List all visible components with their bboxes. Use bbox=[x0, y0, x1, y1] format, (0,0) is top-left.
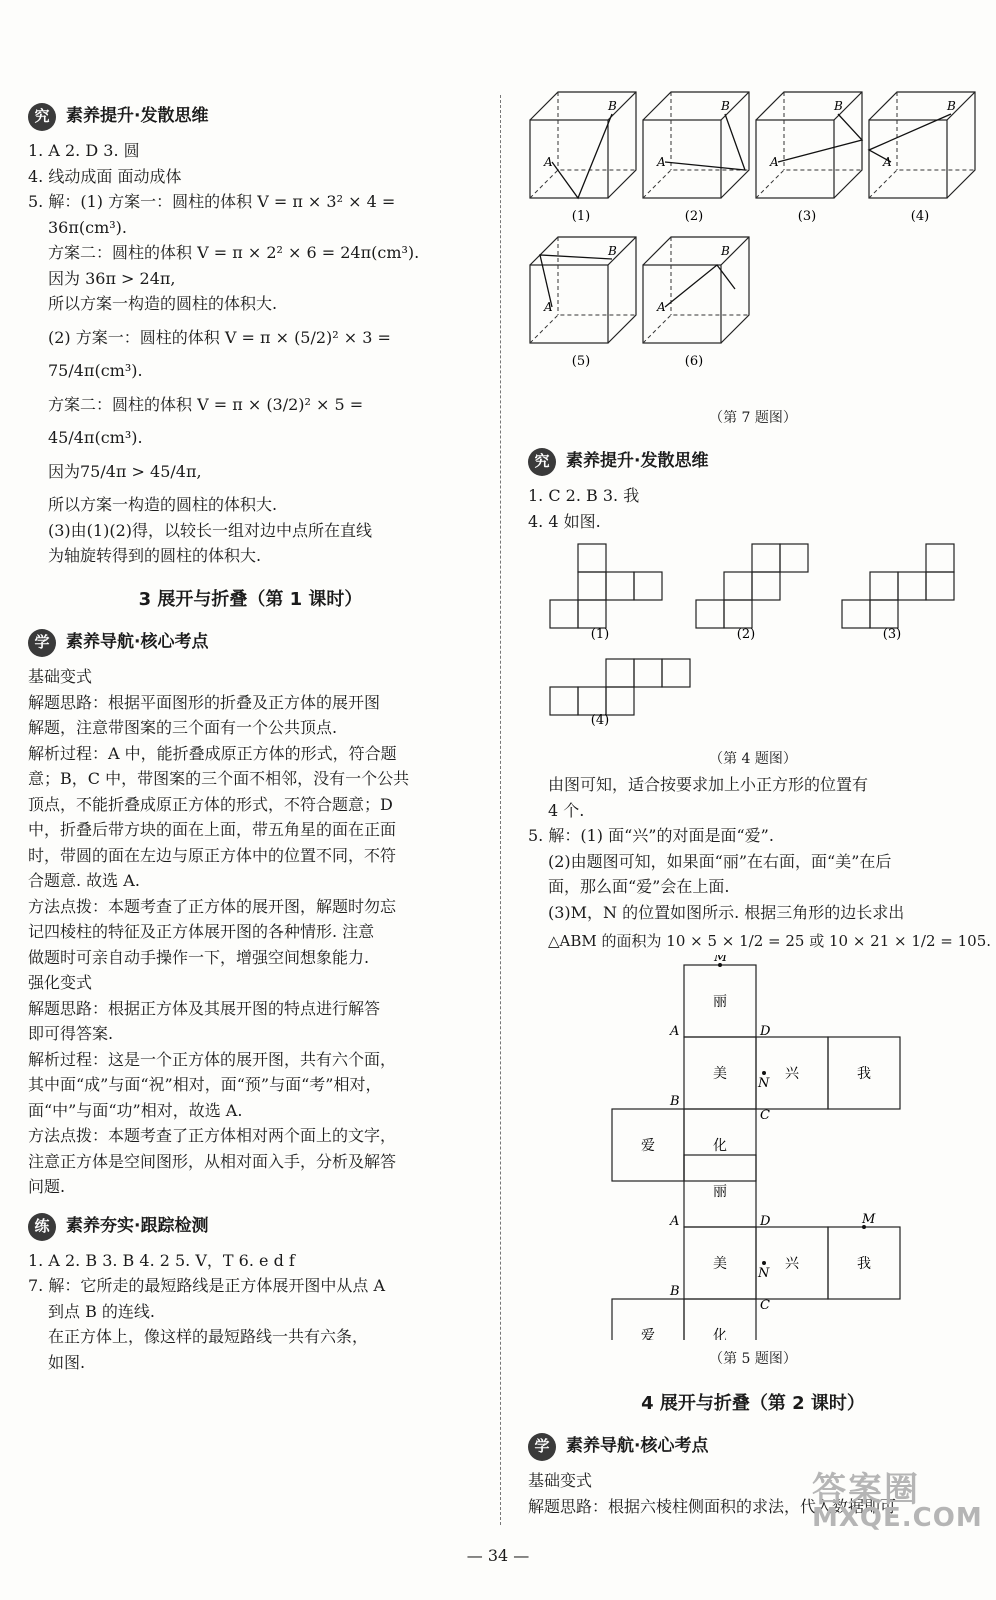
left-column bbox=[28, 100, 473, 1375]
section-badge: 学 bbox=[28, 629, 56, 657]
point-label: C bbox=[760, 1107, 770, 1123]
lesson-title: 4 展开与折叠（第 2 课时） bbox=[641, 1392, 865, 1414]
page-number: — 34 — bbox=[466, 1546, 530, 1565]
face-label: 我 bbox=[857, 1255, 871, 1272]
answer-line: 解题，注意带图案的三个面有一个公共顶点. bbox=[28, 718, 338, 737]
answer-line: 记四棱柱的特征及正方体展开图的各种情形. 注意 bbox=[28, 922, 375, 941]
face-label: 美 bbox=[713, 1255, 727, 1272]
point-b-label: B bbox=[721, 244, 730, 258]
net-square bbox=[926, 572, 954, 600]
net-square bbox=[926, 544, 954, 572]
point-label: A bbox=[670, 1023, 680, 1039]
answer-line: 4. 线动成面 面动成体 bbox=[28, 166, 182, 186]
answer-line: 强化变式 bbox=[28, 973, 93, 992]
answer-line: 问题. bbox=[28, 1177, 66, 1196]
point-b-label: B bbox=[608, 99, 617, 113]
net-square bbox=[780, 544, 808, 572]
point-b-label: B bbox=[947, 99, 956, 113]
answer-line: 5. 解：(1) 面“兴”的对面是面“爱”. bbox=[528, 826, 774, 845]
cube-drawing bbox=[869, 92, 975, 224]
answer-line: 为轴旋转得到的圆柱的体积大. bbox=[48, 546, 262, 565]
answer-line: 解析过程：这是一个正方体的展开图，共有六个面， bbox=[28, 1049, 397, 1069]
answer-line: 注意正方体是空间图形，从相对面入手，分析及解答 bbox=[28, 1151, 397, 1171]
net-square bbox=[578, 572, 606, 600]
cube-drawing bbox=[530, 237, 636, 369]
section-header-learn-2 bbox=[528, 1430, 978, 1464]
face-label: 爱 bbox=[641, 1137, 655, 1154]
point-a-label: A bbox=[883, 155, 892, 169]
cube-hidden-edges bbox=[643, 315, 749, 343]
figure-sub-label: (1) bbox=[571, 209, 591, 224]
shortest-path-line bbox=[778, 114, 862, 162]
point-label: A bbox=[670, 1213, 680, 1229]
net-square bbox=[724, 600, 752, 628]
answer-line: 因为75/4π > 45/4π, bbox=[48, 461, 202, 481]
answer-line: 面“中”与面“功”相对，故选 A. bbox=[28, 1100, 243, 1120]
section-body-learn bbox=[28, 664, 473, 1200]
point-b-label: B bbox=[721, 99, 730, 113]
face-label: 化 bbox=[713, 1137, 727, 1154]
section-badge: 究 bbox=[528, 448, 556, 476]
answer-line: 7. 解：它所走的最短路线是正方体展开图中从点 A bbox=[28, 1276, 385, 1295]
figure-sub-label: (4) bbox=[590, 713, 610, 728]
answer-line: 到点 B 的连线. bbox=[48, 1301, 156, 1321]
lesson-title: 3 展开与折叠（第 1 课时） bbox=[138, 588, 363, 610]
net-square bbox=[578, 544, 606, 572]
net-square bbox=[870, 600, 898, 628]
figure-sub-label: (6) bbox=[684, 354, 704, 369]
shortest-path-line bbox=[552, 114, 612, 198]
net-square bbox=[634, 572, 662, 600]
point-dot bbox=[762, 1261, 766, 1265]
face-label: 丽 bbox=[713, 1183, 727, 1200]
net-square bbox=[842, 600, 870, 628]
point-label: B bbox=[670, 1283, 680, 1299]
cube-drawing bbox=[643, 237, 749, 369]
answer-line: 所以方案一构造的圆柱的体积大. bbox=[48, 495, 278, 514]
right-column bbox=[528, 88, 992, 1519]
section-badge: 练 bbox=[28, 1213, 56, 1241]
net-square bbox=[550, 600, 578, 628]
net-square bbox=[606, 659, 634, 687]
answer-line: 1. C 2. B 3. 我 bbox=[528, 486, 640, 505]
answer-line: 时，带圆的面在左边与原正方体中的位置不同，不符 bbox=[28, 845, 397, 865]
answer-line: 45/4π(cm³). bbox=[48, 428, 143, 447]
answer-line: 基础变式 bbox=[28, 667, 93, 686]
figure-sub-label: (1) bbox=[590, 627, 610, 642]
answer-line: (2)由题图可知，如果面“丽”在右面，面“美”在后 bbox=[548, 851, 892, 871]
face-label: 兴 bbox=[785, 1255, 799, 1272]
answer-line: 1. A 2. B 3. B 4. 2 5. V，T 6. e d f bbox=[28, 1250, 295, 1270]
watermark-bottom: MXQE.COM bbox=[812, 1502, 983, 1533]
point-dot bbox=[762, 1071, 766, 1075]
point-b-label: B bbox=[608, 244, 617, 258]
face-label: 化 bbox=[713, 1327, 727, 1340]
answer-line: 方案二：圆柱的体积 V = π × 2² × 6 = 24π(cm³). bbox=[48, 243, 420, 262]
cube-drawing bbox=[756, 92, 862, 224]
answer-line: △ABM 的面积为 10 × 5 × 1/2 = 25 或 10 × 21 × 1/2 = 105. bbox=[548, 932, 992, 950]
shortest-path-line bbox=[665, 114, 745, 170]
point-a-label: A bbox=[770, 155, 779, 169]
answer-line: 面，那么面“爱”会在上面. bbox=[548, 877, 730, 896]
answer-line: 如图. bbox=[48, 1352, 86, 1372]
answer-line: 36π(cm³). bbox=[48, 217, 127, 237]
point-b-label: B bbox=[834, 99, 843, 113]
figure-sub-label: (4) bbox=[910, 209, 930, 224]
shortest-path-line bbox=[869, 114, 951, 162]
net-square bbox=[870, 572, 898, 600]
point-a-label: A bbox=[544, 300, 553, 314]
answer-line: 4 个. bbox=[548, 800, 585, 820]
answer-line: 意；B，C 中，带图案的三个面不相邻，没有一个公共 bbox=[28, 769, 410, 788]
face-label: 爱 bbox=[641, 1327, 655, 1340]
column-divider bbox=[500, 95, 501, 1525]
section-title: 素养提升·发散思维 bbox=[566, 451, 709, 472]
answer-line: (3)由(1)(2)得，以较长一组对边中点所在直线 bbox=[48, 520, 372, 540]
answer-line: 5. 解：(1) 方案一：圆柱的体积 V = π × 3² × 4 = bbox=[28, 192, 396, 211]
net-square bbox=[724, 572, 752, 600]
net-square bbox=[752, 544, 780, 572]
figure-sub-label: (3) bbox=[797, 209, 817, 224]
answer-line: 所以方案一构造的圆柱的体积大. bbox=[48, 294, 278, 313]
answer-line: 方法点拨：本题考查了正方体相对两个面上的文字， bbox=[28, 1126, 397, 1145]
section-badge: 究 bbox=[28, 103, 56, 131]
cube-hidden-edges bbox=[869, 170, 975, 198]
figure-4-nets bbox=[528, 534, 978, 739]
point-label: M bbox=[862, 1211, 876, 1227]
cube-hidden-edges bbox=[643, 170, 749, 198]
face-label: 美 bbox=[713, 1065, 727, 1082]
answer-line: 4. 4 如图. bbox=[528, 511, 601, 531]
face-label: 兴 bbox=[785, 1065, 799, 1082]
figure-caption: （第 4 题图） bbox=[709, 750, 797, 767]
point-label: N bbox=[758, 1265, 770, 1281]
point-label: B bbox=[670, 1093, 680, 1109]
point-label: M bbox=[714, 954, 728, 965]
figure-7-cubes bbox=[528, 88, 978, 398]
section-header-explore bbox=[28, 100, 473, 134]
point-label: D bbox=[760, 1023, 771, 1039]
point-a-label: A bbox=[657, 155, 666, 169]
net-square bbox=[752, 572, 780, 600]
net-square bbox=[634, 659, 662, 687]
answer-line: 方法点拨：本题考查了正方体的展开图，解题时勿忘 bbox=[28, 896, 397, 916]
answer-line: 在正方体上，像这样的最短路线一共有六条， bbox=[48, 1327, 369, 1346]
answer-line: 方案二：圆柱的体积 V = π × (3/2)² × 5 = bbox=[48, 394, 364, 414]
answer-line: 解题思路：根据平面图形的折叠及正方体的展开图 bbox=[28, 692, 381, 712]
point-label: N bbox=[758, 1075, 770, 1091]
figure-sub-label: (2) bbox=[736, 627, 756, 642]
net-square bbox=[898, 572, 926, 600]
watermark-top: 答案圈 bbox=[812, 1470, 920, 1510]
answer-line: 解题思路：根据六棱柱侧面积的求法，代入数据即可 bbox=[528, 1496, 897, 1516]
answer-line: (2) 方案一：圆柱的体积 V = π × (5/2)² × 3 = bbox=[48, 327, 391, 347]
cube-drawing bbox=[530, 92, 636, 224]
cube-hidden-edges bbox=[756, 170, 862, 198]
watermark-logo bbox=[812, 1470, 983, 1533]
cube-drawing bbox=[643, 92, 749, 224]
answer-line: 即可得答案. bbox=[28, 1024, 114, 1043]
answer-line: 中，折叠后带方块的面在上面，带五角星的面在正面 bbox=[28, 820, 397, 839]
section-header-learn bbox=[28, 626, 473, 660]
net-square bbox=[662, 659, 690, 687]
net-square bbox=[696, 600, 724, 628]
answer-line: 解题思路：根据正方体及其展开图的特点进行解答 bbox=[28, 998, 381, 1018]
answer-line: 解析过程：A 中，能折叠成原正方体的形式，符合题 bbox=[28, 743, 397, 763]
section-header-practice bbox=[28, 1210, 473, 1244]
answer-line: 其中面“成”与面“祝”相对，面“预”与面“考”相对， bbox=[28, 1075, 382, 1094]
figure-sub-label: (3) bbox=[882, 627, 902, 642]
section-title: 素养夯实·跟踪检测 bbox=[66, 1215, 209, 1236]
answer-line: 75/4π(cm³). bbox=[48, 361, 143, 380]
section-badge: 学 bbox=[528, 1433, 556, 1461]
net-square bbox=[578, 687, 606, 715]
section-title: 素养提升·发散思维 bbox=[66, 106, 209, 127]
figure-caption: （第 7 题图） bbox=[709, 409, 797, 426]
answer-line: 合题意. 故选 A. bbox=[28, 871, 140, 890]
answer-line: 基础变式 bbox=[528, 1471, 593, 1490]
point-label: D bbox=[760, 1213, 771, 1229]
cube-hidden-edges bbox=[530, 315, 636, 343]
figure-sub-label: (2) bbox=[684, 209, 704, 224]
figure-caption: （第 5 题图） bbox=[709, 1351, 797, 1367]
net-square bbox=[606, 572, 634, 600]
shortest-path-line bbox=[665, 265, 735, 307]
point-a-label: A bbox=[657, 300, 666, 314]
answer-line: 1. A 2. D 3. 圆 bbox=[28, 141, 140, 160]
figure-5-nets bbox=[528, 955, 978, 1340]
point-label: C bbox=[760, 1297, 770, 1313]
net-square bbox=[550, 687, 578, 715]
section-title: 素养导航·核心考点 bbox=[66, 632, 209, 653]
answer-line: (3)M，N 的位置如图所示. 根据三角形的边长求出 bbox=[548, 902, 905, 922]
figure-sub-label: (5) bbox=[571, 354, 591, 369]
face-label: 丽 bbox=[713, 993, 727, 1010]
net-square bbox=[606, 687, 634, 715]
face-label: 我 bbox=[857, 1065, 871, 1082]
answer-line: 由图可知，适合按要求加上小正方形的位置有 bbox=[548, 775, 869, 794]
answer-line: 因为 36π > 24π, bbox=[48, 268, 176, 288]
net-square bbox=[578, 600, 606, 628]
answer-line: 顶点，不能折叠成原正方体的形式，不符合题意；D bbox=[28, 794, 393, 814]
point-a-label: A bbox=[544, 155, 553, 169]
section-header-explore-2 bbox=[528, 445, 978, 479]
section-title: 素养导航·核心考点 bbox=[566, 1436, 709, 1457]
answer-line: 做题时可亲自动手操作一下，增强空间想象能力. bbox=[28, 947, 370, 967]
